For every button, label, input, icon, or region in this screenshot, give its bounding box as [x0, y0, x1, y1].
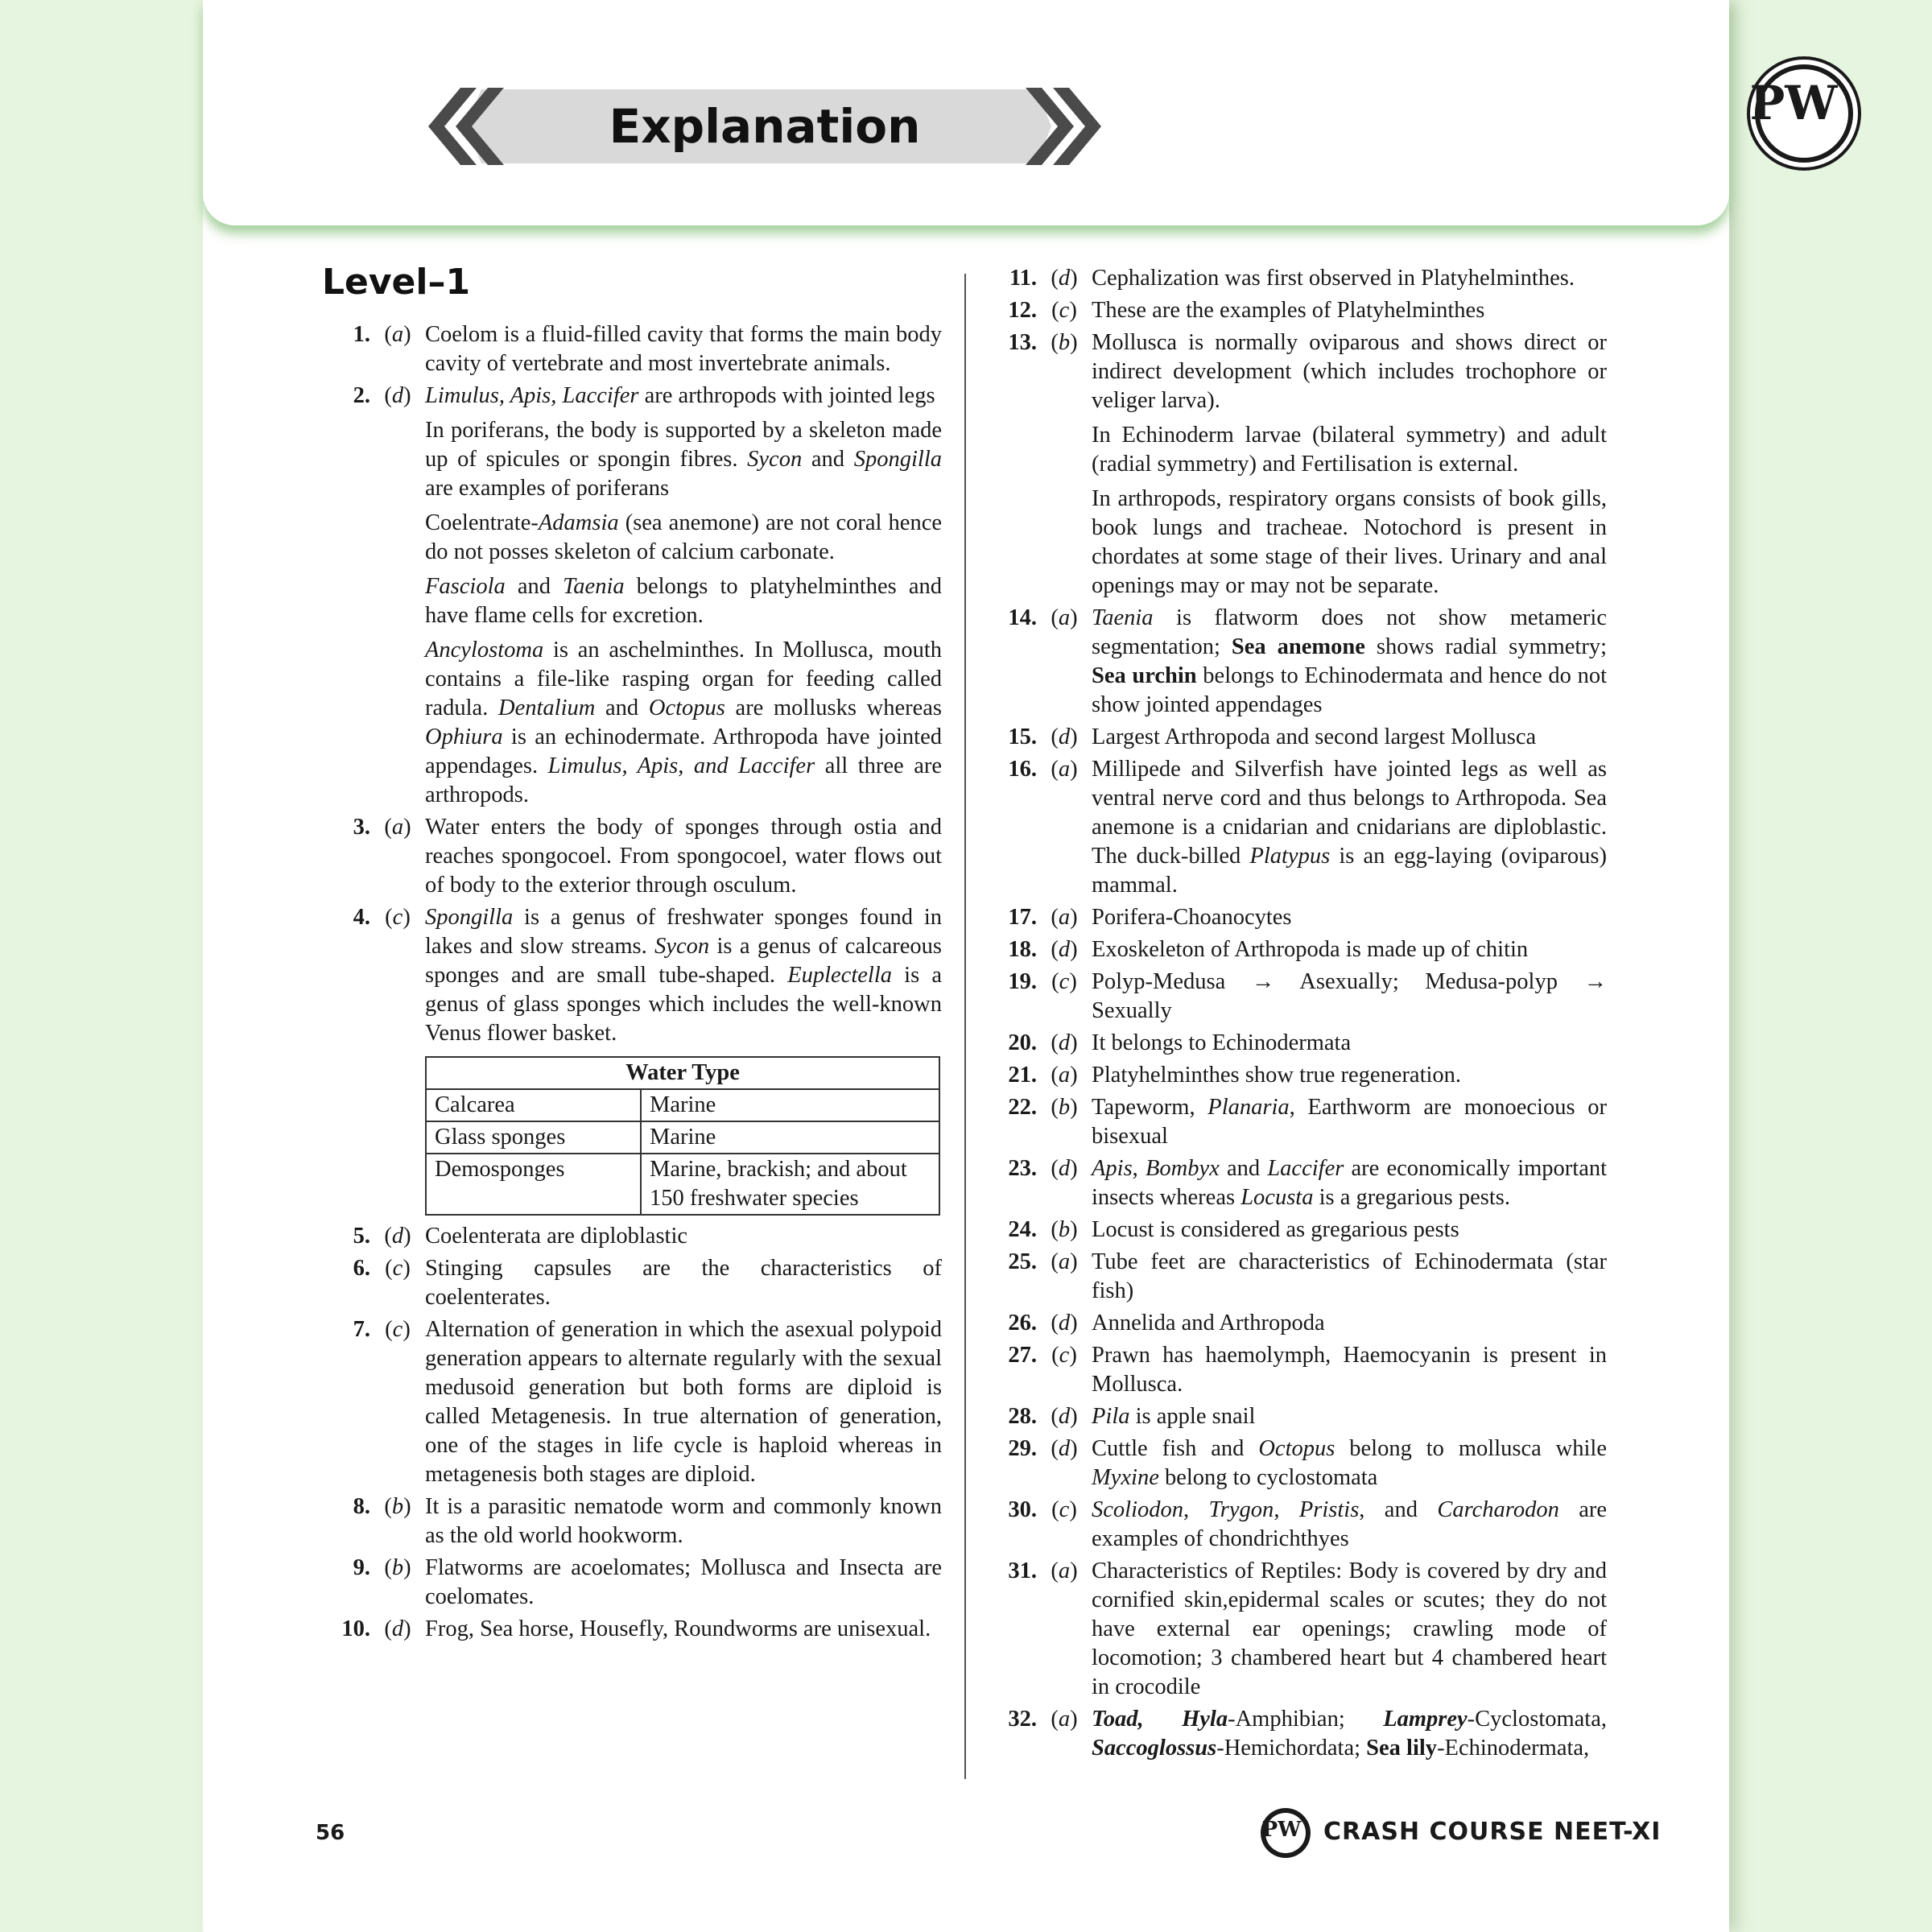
explanation-paragraph: Exoskeleton of Arthropoda is made up of chitin [1092, 937, 1529, 962]
answer-explanation [1092, 1154, 1607, 1212]
answer-explanation [1092, 1435, 1607, 1492]
answer-item [989, 1341, 1607, 1399]
answer-item [322, 1254, 942, 1312]
question-number: 15. [1008, 724, 1037, 749]
section-title: Level–1 [322, 262, 471, 303]
answer-option: (d) [1051, 1156, 1078, 1181]
explanation-paragraph: It belongs to Echinodermata [1092, 1030, 1352, 1055]
answer-item [989, 935, 1607, 964]
answer-explanation [425, 1554, 942, 1612]
answer-option: (c) [385, 1256, 411, 1281]
question-number: 1. [353, 322, 370, 347]
table-row [426, 1121, 939, 1154]
answer-option: (a) [1051, 1249, 1078, 1274]
answer-explanation [1092, 1216, 1607, 1245]
question-number: 10. [341, 1616, 370, 1641]
answer-option: (b) [1051, 330, 1078, 355]
answer-item [989, 1402, 1607, 1431]
answer-option: (d) [1051, 1030, 1078, 1055]
pw-logo-p: PW [1749, 76, 1838, 130]
answer-explanation [1092, 935, 1607, 964]
question-number: 32. [1008, 1707, 1037, 1732]
table-cell: Marine [641, 1121, 939, 1154]
answer-item [989, 328, 1607, 601]
answer-option: (a) [1051, 757, 1078, 782]
answer-option: (a) [1051, 1558, 1078, 1583]
answer-explanation [1092, 328, 1607, 601]
answer-option: (b) [384, 1555, 411, 1580]
answer-item [989, 723, 1607, 752]
answer-explanation [425, 813, 942, 900]
answer-item [322, 813, 942, 900]
question-number: 19. [1008, 969, 1037, 994]
answer-explanation [1092, 1093, 1607, 1151]
explanation-paragraph: It is a parasitic nematode worm and commonly known as the old world hookworm. [425, 1494, 942, 1548]
answer-option: (c) [1051, 1343, 1077, 1368]
explanation-paragraph: Characteristics of Reptiles: Body is covered by dry and cornified skin,epidermal scales or scutes; they do not have external ear openings; crawling mode of locomotion; 3 chambered heart but 4 chambered heart in crocodile [1092, 1558, 1607, 1699]
answer-explanation [425, 382, 942, 810]
answer-explanation [1092, 723, 1607, 752]
pw-logo-icon [1747, 56, 1861, 171]
explanation-paragraph: Prawn has haemolymph, Haemocyanin is present in Mollusca. [1092, 1343, 1607, 1397]
explanation-paragraph: In poriferans, the body is supported by a skeleton made up of spicules or spongin fibres. Sycon and Spongilla are examples of poriferans [425, 418, 942, 501]
answer-option: (c) [1051, 1497, 1077, 1522]
page-number: 56 [316, 1821, 345, 1845]
explanation-paragraph: Flatworms are acoelomates; Mollusca and Insecta are coelomates. [425, 1555, 942, 1609]
answer-item [322, 903, 942, 1216]
answer-item [322, 382, 942, 810]
footer-logo-p: PW [1261, 1818, 1302, 1842]
answer-explanation [1092, 1557, 1607, 1702]
answer-explanation [1092, 755, 1607, 900]
answer-explanation [425, 320, 942, 378]
explanation-paragraph: Stinging capsules are the characteristics of coelenterates. [425, 1256, 942, 1310]
question-number: 14. [1008, 605, 1037, 630]
explanation-paragraph: Spongilla is a genus of freshwater sponges found in lakes and slow streams. Sycon is a genus of calcareous sponges and are small tube-shaped. Euplectella is a genus of glass sponges which includes the well-known Venus flower basket. [425, 905, 943, 1046]
question-number: 31. [1008, 1558, 1037, 1583]
question-number: 11. [1009, 266, 1037, 291]
explanation-paragraph: Ancylostoma is an aschelminthes. In Mollusca, mouth contains a file-like rasping organ for feeding called radula. Dentalium and Octopus are mollusks whereas Ophiura is an echinodermate. Arthropoda have jointed appendages. Limulus, Apis, and Laccifer all three are arthropods. [425, 638, 942, 807]
question-number: 28. [1008, 1404, 1037, 1429]
answer-item [989, 968, 1607, 1026]
answer-option: (c) [385, 905, 411, 930]
answer-explanation [1092, 1705, 1607, 1763]
question-number: 7. [353, 1317, 370, 1342]
question-number: 2. [353, 383, 370, 408]
answer-explanation [1092, 264, 1607, 293]
answer-explanation [1092, 1341, 1607, 1399]
table-row [426, 1089, 939, 1121]
question-number: 20. [1008, 1030, 1037, 1055]
answer-explanation [425, 903, 942, 1216]
question-number: 21. [1008, 1063, 1037, 1088]
explanation-paragraph: Cuttle fish and Octopus belong to mollusca while Myxine belong to cyclostomata [1092, 1436, 1607, 1490]
explanation-paragraph: In arthropods, respiratory organs consists of book gills, book lungs and tracheae. Notochord is present in chordates at some stage of their lives. Urinary and anal openings may or may not be separate. [1092, 486, 1607, 598]
answer-option: (c) [1051, 969, 1077, 994]
answer-option: (b) [384, 1494, 411, 1519]
explanation-paragraph: Fasciola and Taenia belongs to platyhelminthes and have flame cells for excretion. [425, 574, 943, 628]
explanation-paragraph: Porifera-Choanocytes [1092, 905, 1292, 930]
question-number: 4. [353, 905, 370, 930]
table-cell: Demosponges [426, 1154, 641, 1215]
answer-option: (d) [1051, 266, 1078, 291]
answer-explanation [425, 1615, 942, 1644]
title-banner [427, 85, 1103, 168]
question-number: 22. [1008, 1095, 1037, 1120]
answer-option: (d) [1051, 1404, 1078, 1429]
answer-item [322, 1554, 942, 1612]
question-number: 18. [1008, 937, 1037, 962]
explanation-paragraph: Tube feet are characteristics of Echinodermata (star fish) [1092, 1249, 1607, 1303]
explanation-paragraph: Coelentrate-Adamsia (sea anemone) are not coral hence do not posses skeleton of calcium carbonate. [425, 510, 942, 564]
answer-explanation [1092, 1402, 1607, 1431]
answer-option: (d) [1051, 1311, 1078, 1335]
answer-item [322, 320, 942, 378]
table-cell: Glass sponges [426, 1121, 641, 1154]
answer-explanation [1092, 296, 1607, 325]
answer-option: (c) [1051, 298, 1077, 323]
answer-explanation [1092, 1496, 1607, 1554]
answer-item [989, 1248, 1607, 1306]
question-number: 26. [1008, 1311, 1037, 1335]
answer-explanation [1092, 604, 1607, 720]
question-number: 6. [353, 1256, 370, 1281]
question-number: 24. [1008, 1217, 1037, 1242]
explanation-paragraph: Largest Arthropoda and second largest Mollusca [1092, 724, 1537, 749]
answer-explanation [1092, 1029, 1607, 1058]
explanation-paragraph: Cephalization was first observed in Platyhelminthes. [1092, 266, 1575, 291]
answer-explanation [1092, 1309, 1607, 1338]
explanation-paragraph: Pila is apple snail [1092, 1404, 1256, 1429]
answer-option: (a) [384, 322, 411, 347]
question-number: 13. [1008, 330, 1037, 355]
answer-explanation [1092, 968, 1607, 1026]
answer-item [989, 1216, 1607, 1245]
answer-item [989, 1557, 1607, 1702]
answer-item [989, 296, 1607, 325]
answer-explanation [425, 1222, 942, 1251]
question-number: 12. [1008, 298, 1037, 323]
explanation-paragraph: Millipede and Silverfish have jointed legs as well as ventral nerve cord and thus belongs to Arthropoda. Sea anemone is a cnidarian and cnidarians are diploblastic. The duck-billed Platypus is an egg-laying (oviparous) mammal. [1092, 757, 1607, 898]
explanation-paragraph: Taenia is flatworm does not show metameric segmentation; Sea anemone shows radial symmetry; Sea urchin belongs to Echinodermata and hence do not show jointed appendages [1092, 605, 1608, 717]
answer-explanation [425, 1492, 942, 1550]
answer-option: (a) [384, 815, 411, 840]
answer-explanation [425, 1254, 942, 1312]
question-number: 5. [353, 1224, 370, 1249]
footer-brand: CRASH COURSE NEET-XI [1323, 1818, 1662, 1846]
explanation-paragraph: Annelida and Arthropoda [1092, 1311, 1325, 1335]
question-number: 8. [353, 1494, 370, 1519]
explanation-paragraph: Coelenterata are diploblastic [425, 1224, 688, 1249]
answer-option: (c) [385, 1317, 411, 1342]
explanation-paragraph: These are the examples of Platyhelminthes [1092, 298, 1485, 323]
explanation-paragraph: Scoliodon, Trygon, Pristis, and Carcharodon are examples of chondrichthyes [1092, 1497, 1608, 1551]
question-number: 27. [1008, 1343, 1037, 1368]
answer-option: (b) [1051, 1217, 1078, 1242]
table-header: Water Type [426, 1057, 939, 1089]
answer-option: (b) [1051, 1095, 1078, 1120]
explanation-paragraph: Toad, Hyla-Amphibian; Lamprey-Cyclostomata, Saccoglossus-Hemichordata; Sea lily-Echinodermata, [1092, 1707, 1607, 1761]
answer-option: (a) [1051, 1063, 1078, 1088]
answer-item [989, 1061, 1607, 1090]
table-row [426, 1154, 939, 1215]
answer-item [989, 1496, 1607, 1554]
explanation-paragraph: Platyhelminthes show true regeneration. [1092, 1063, 1462, 1088]
question-number: 17. [1008, 905, 1037, 930]
explanation-paragraph: Water enters the body of sponges through ostia and reaches spongocoel. From spongocoel, water flows out of body to the exterior through osculum. [425, 815, 942, 898]
answer-item [322, 1222, 942, 1251]
question-number: 30. [1008, 1497, 1037, 1522]
answer-option: (d) [1051, 937, 1078, 962]
answer-option: (d) [384, 1224, 411, 1249]
table-cell: Marine, brackish; and about 150 freshwater species [641, 1154, 939, 1215]
answer-item [322, 1315, 942, 1489]
answer-explanation [1092, 903, 1607, 932]
question-number: 9. [353, 1555, 370, 1580]
table-cell: Marine [641, 1089, 939, 1121]
answer-option: (d) [1051, 1436, 1078, 1461]
column-divider [964, 274, 966, 1779]
left-column [322, 320, 942, 1647]
right-column [989, 264, 1607, 1766]
answer-item [322, 1615, 942, 1644]
explanation-paragraph: Tapeworm, Planaria, Earthworm are monoecious or bisexual [1092, 1095, 1607, 1149]
answer-explanation [425, 1315, 942, 1489]
answer-item [989, 1029, 1607, 1058]
explanation-paragraph: Coelom is a fluid-filled cavity that forms the main body cavity of vertebrate and most invertebrate animals. [425, 322, 942, 376]
answer-item [989, 755, 1607, 900]
answer-item [989, 1093, 1607, 1151]
answer-item [989, 604, 1607, 720]
question-number: 16. [1008, 757, 1037, 782]
explanation-paragraph: Apis, Bombyx and Laccifer are economically important insects whereas Locusta is a gregarious pests. [1092, 1156, 1608, 1210]
answer-option: (d) [384, 383, 411, 408]
answer-explanation [1092, 1061, 1607, 1090]
answer-item [989, 1309, 1607, 1338]
explanation-paragraph: Locust is considered as gregarious pests [1092, 1217, 1459, 1242]
question-number: 3. [353, 815, 370, 840]
answer-option: (d) [1051, 724, 1078, 749]
question-number: 29. [1008, 1436, 1037, 1461]
answer-option: (a) [1051, 1707, 1078, 1732]
explanation-paragraph: In Echinoderm larvae (bilateral symmetry) and adult (radial symmetry) and Fertilisation is external. [1092, 423, 1607, 477]
answer-item [989, 1154, 1607, 1212]
explanation-paragraph: Frog, Sea horse, Housefly, Roundworms are unisexual. [425, 1616, 931, 1641]
answer-option: (a) [1051, 605, 1078, 630]
footer-logo-icon [1260, 1807, 1311, 1859]
answer-option: (d) [384, 1616, 411, 1641]
answer-item [989, 264, 1607, 293]
answer-option: (a) [1051, 905, 1078, 930]
answer-item [989, 903, 1607, 932]
answer-item [322, 1492, 942, 1550]
table-cell: Calcarea [426, 1089, 641, 1121]
explanation-paragraph: Alternation of generation in which the asexual polypoid generation appears to alternate regularly with the sexual medusoid generation but both forms are diploid is called Metagenesis. In true alternation of generation, one of the stages in life cycle is haploid whereas in metagenesis both stages are diploid. [425, 1317, 942, 1487]
answer-item [989, 1435, 1607, 1492]
question-number: 23. [1008, 1156, 1037, 1181]
question-number: 25. [1008, 1249, 1037, 1274]
page-title: Explanation [609, 99, 921, 154]
explanation-paragraph: Limulus, Apis, Laccifer are arthropods with jointed legs [425, 383, 935, 408]
explanation-paragraph: Mollusca is normally oviparous and shows direct or indirect development (which includes trochophore or veliger larva). [1092, 330, 1607, 413]
answer-explanation [1092, 1248, 1607, 1306]
water-type-table [425, 1056, 940, 1216]
answer-item [989, 1705, 1607, 1763]
explanation-paragraph: Polyp-Medusa → Asexually; Medusa-polyp → Sexually [1092, 969, 1607, 1023]
